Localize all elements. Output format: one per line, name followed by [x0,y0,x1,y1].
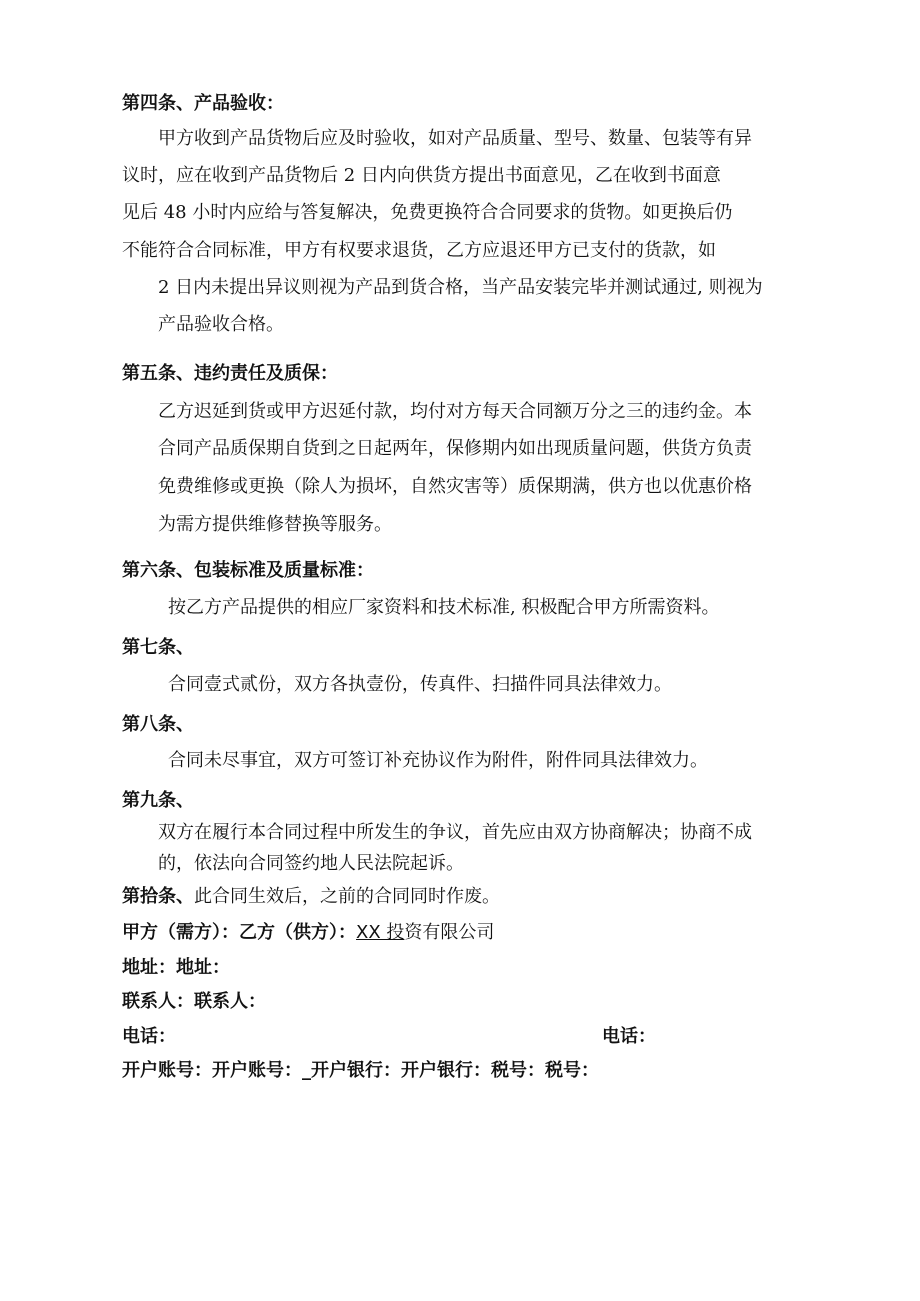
article-4-line-1: 甲方收到产品货物后应及时验收，如对产品质量、型号、数量、包装等有异 [158,128,752,149]
article-6-text: 按乙方产品提供的相应厂家资料和技术标准, 积极配合甲方所需资料。 [168,597,720,618]
article-5-line-1: 乙方迟延到货或甲方迟延付款，均付对方每天合同额万分之三的违约金。本 [158,401,752,422]
address-line: 地址：地址： [122,957,230,978]
company-name-rest: 资有限公司 [404,922,495,943]
phone-right: 电话： [602,1026,656,1047]
parties-label: 甲方（需方）：乙方（供方）： [122,922,356,943]
phone-left: 电话： [122,1026,176,1047]
article-4-line-4: 不能符合合同标准，甲方有权要求退货，乙方应退还甲方已支付的货款，如 [122,240,716,261]
article-7-text: 合同壹式贰份，双方各执壹份，传真件、扫描件同具法律效力。 [168,674,672,695]
article-5-heading: 第五条、违约责任及质保： [122,363,338,384]
article-9-line-2: 的，依法向合同签约地人民法院起诉。 [158,853,464,874]
article-10-heading: 第拾条、 [122,886,194,907]
article-5-line-2: 合同产品质保期自货到之日起两年，保修期内如出现质量问题，供货方负责 [158,438,752,459]
article-4-line-5: 2 日内未提出异议则视为产品到货合格，当产品安装完毕并测试通过, 则视为 [158,277,763,298]
article-4-line-6: 产品验收合格。 [158,314,284,335]
article-8-text: 合同未尽事宜，双方可签订补充协议作为附件，附件同具法律效力。 [168,750,708,771]
article-5-line-3: 免费维修或更换（除人为损坏，自然灾害等）质保期满，供方也以优惠价格 [158,476,752,497]
article-7-heading: 第七条、 [122,637,194,658]
article-9-line-1: 双方在履行本合同过程中所发生的争议，首先应由双方协商解决；协商不成 [158,822,752,843]
contact-line: 联系人：联系人： [122,991,266,1012]
article-4-line-3: 见后 48 小时内应给与答复解决，免费更换符合合同要求的货物。如更换后仍 [122,202,733,223]
article-6-heading: 第六条、包装标准及质量标准： [122,560,374,581]
article-10-text: 此合同生效后，之前的合同同时作废。 [194,886,500,907]
article-4-line-2: 议时，应在收到产品货物后 2 日内向供货方提出书面意见，乙在收到书面意 [122,165,721,186]
parties-line [122,921,494,945]
article-8-heading: 第八条、 [122,714,194,735]
article-10 [122,885,500,909]
article-9-heading: 第九条、 [122,790,194,811]
bank-tax-line: 开户账号：开户账号：_开户银行：开户银行：税号：税号： [122,1060,599,1081]
article-4-heading: 第四条、产品验收： [122,93,284,114]
article-5-line-4: 为需方提供维修替换等服务。 [158,514,392,535]
company-name-xx: XX 投 [356,922,405,943]
